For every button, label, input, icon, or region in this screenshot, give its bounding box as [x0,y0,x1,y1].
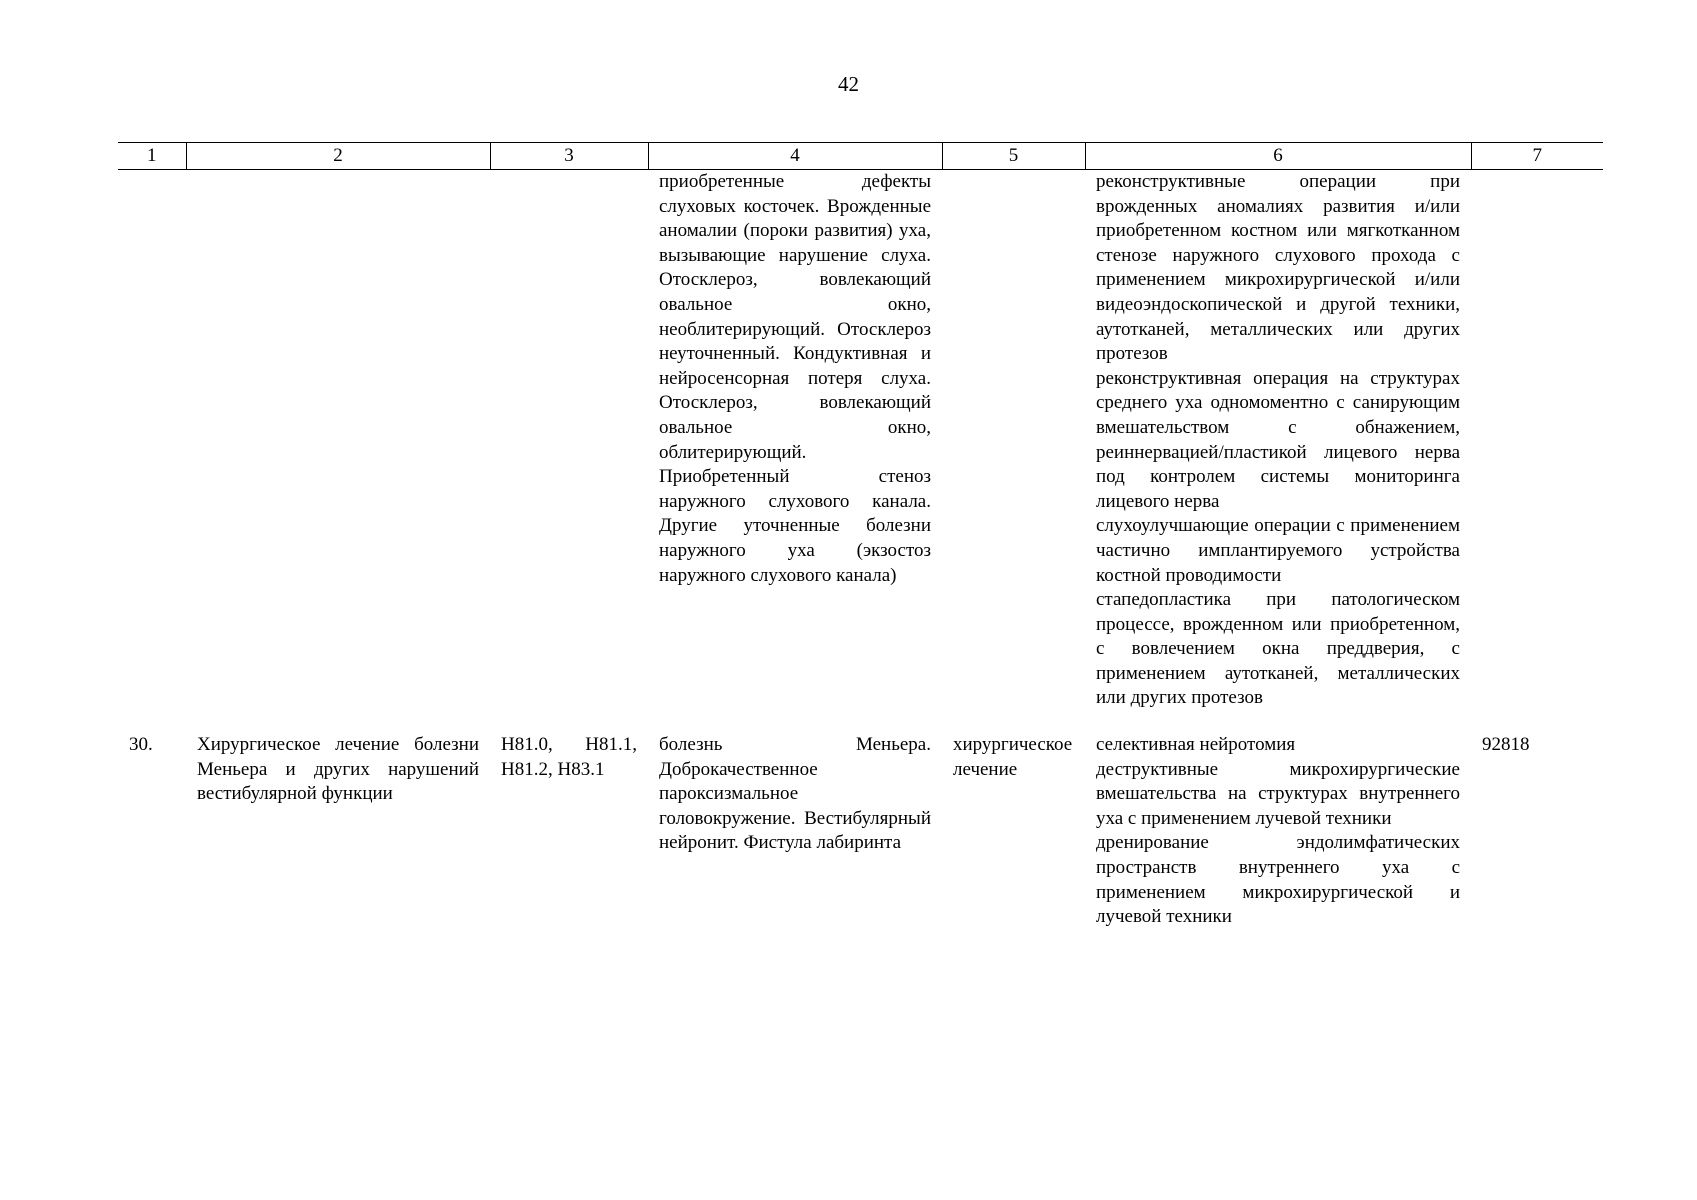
method-item: деструктивные микрохирургические вмешательства на структурах внутреннего уха с применением лучевой техники [1096,758,1460,829]
row-name [186,170,490,712]
header-col-7: 7 [1471,143,1603,170]
row-codes: H81.0, H81.1, H81.2, H83.1 [501,734,637,780]
header-col-1: 1 [118,143,186,170]
row-codes [490,170,648,712]
method-item: стапедопластика при патологическом процессе, врожденном или приобретенном, с вовлечением окна преддверия, с применением аутотканей, металлических или других протезов [1096,589,1460,709]
row-cost [1471,170,1603,712]
row-patient-model: болезнь Меньера. Доброкачественное пароксизмальное головокружение. Вестибулярный нейронит. Фистула лабиринта [659,734,931,854]
table-row [118,711,1603,930]
method-item: реконструктивная операция на структурах среднего уха одномоментно с санирующим вмешательством с обнажением, реиннервацией/пластикой лицевого нерва под контролем системы мониторинга лицевого нерва [1096,367,1460,512]
header-col-5: 5 [942,143,1085,170]
table-header-row [118,143,1603,170]
row-cost: 92818 [1482,734,1530,756]
row-methods [1085,170,1471,712]
row-patient-model: приобретенные дефекты слуховых косточек. Врожденные аномалии (пороки развития) уха, вызывающие нарушение слуха. Отосклероз, вовлекающий овальное окно, необлитерирующий. Отосклероз неуточненный. Кондуктивная и нейросенсорная потеря слуха. Отосклероз, вовлекающий овальное окно, облитерирующий. Приобретенный стеноз наружного слухового канала. Другие уточненные болезни наружного уха (экзостоз наружного слухового канала) [659,171,931,586]
page-number: 42 [838,72,859,96]
method-item: селективная нейротомия [1096,734,1296,756]
method-item: реконструктивные операции при врожденных аномалиях развития и/или приобретенном костном или мягкотканном стенозе наружного слухового прохода с применением микрохирургической и/или видеоэндоскопической и другой техники, аутотканей, металлических или других протезов [1096,171,1460,365]
method-item: слухоулучшающие операции с применением частично имплантируемого устройства костной проводимости [1096,515,1460,586]
procedures-table [118,142,1603,930]
row-treatment-type: хирургическое лечение [953,734,1073,780]
header-col-4: 4 [648,143,942,170]
row-methods [1085,711,1471,930]
header-col-2: 2 [186,143,490,170]
row-name: Хирургическое лечение болезни Меньера и других нарушений вестибулярной функции [197,734,479,805]
header-col-6: 6 [1085,143,1471,170]
row-number: 30. [129,734,153,756]
header-col-3: 3 [490,143,648,170]
row-number [118,170,186,712]
table-row [118,170,1603,712]
method-item: дренирование эндолимфатических пространств внутреннего уха с применением микрохирургической и лучевой техники [1096,832,1460,928]
row-treatment-type [942,170,1085,712]
